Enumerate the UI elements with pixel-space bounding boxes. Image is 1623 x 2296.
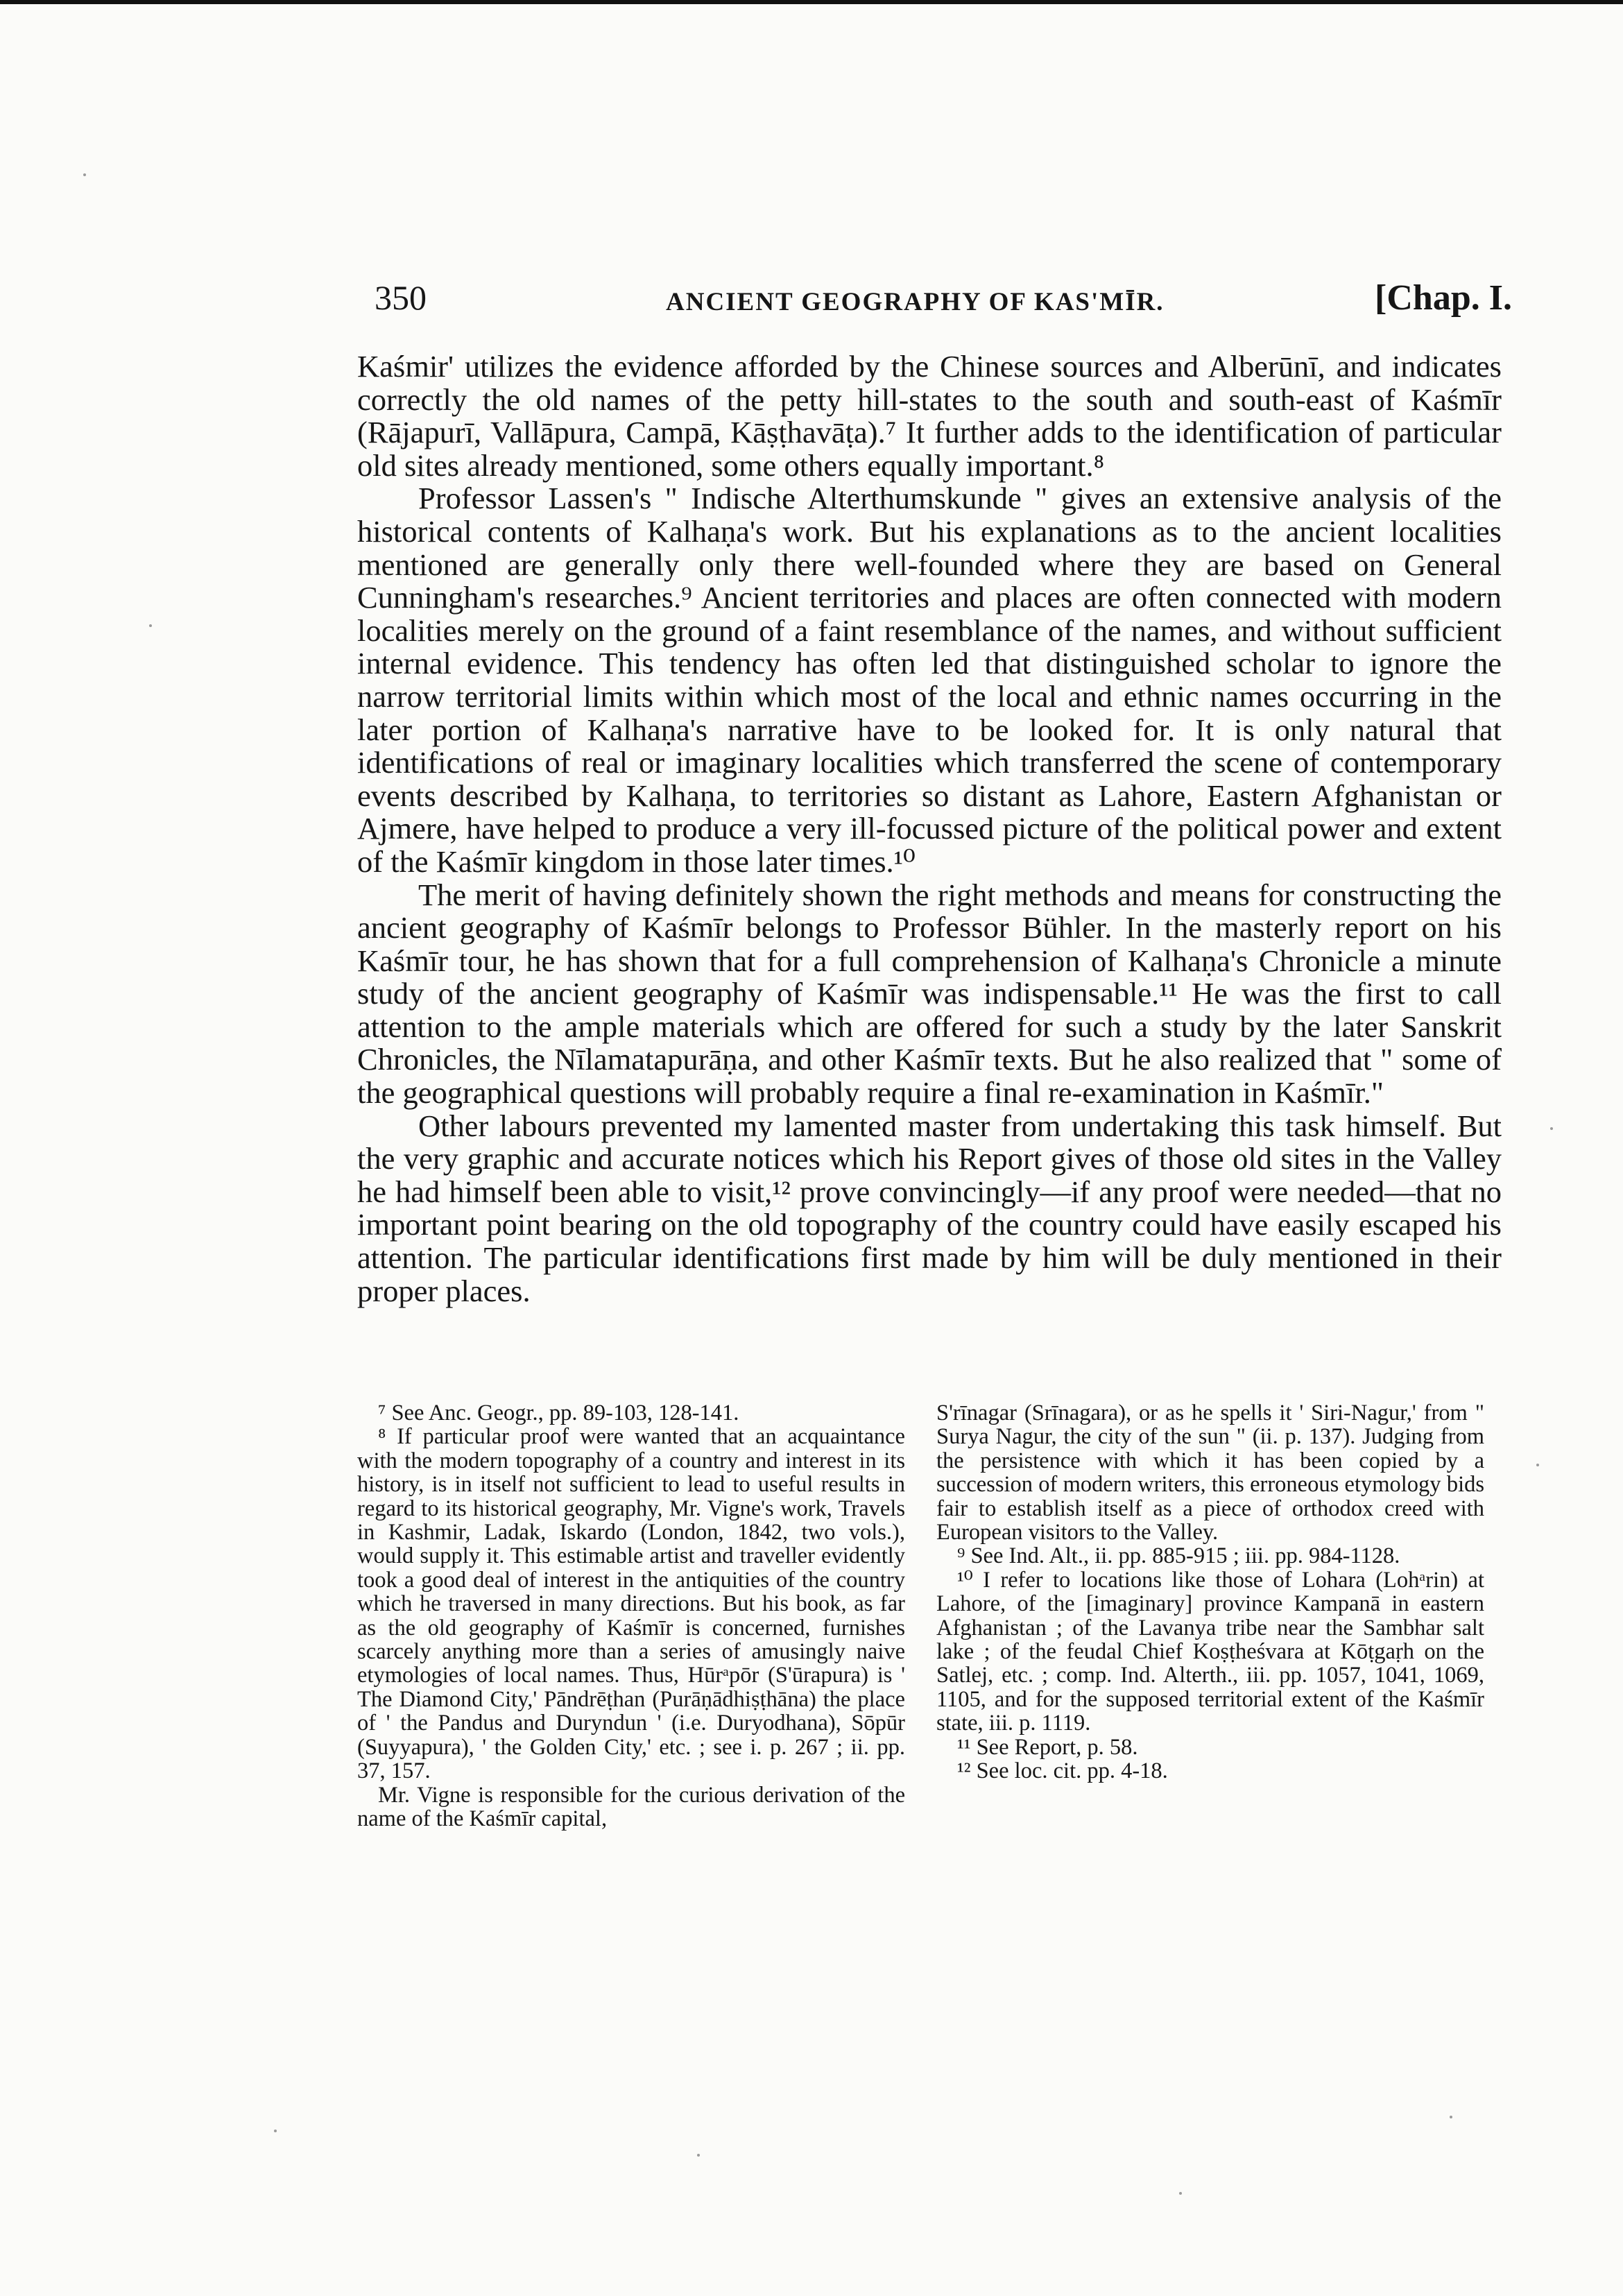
scan-top-border — [0, 0, 1623, 4]
paper-speck — [1536, 1464, 1539, 1466]
chapter-label: [Chap. I. — [1375, 278, 1512, 318]
main-text — [357, 350, 1502, 1308]
paper-speck — [83, 173, 86, 176]
footnote: S'rīnagar (Srīnagara), or as he spells it ' Siri-Nagur,' from " Surya Nagur, the city of the sun " (ii. p. 137). Judging from the persistence with which it has been copied by a succession of modern writers, this erroneous etymology bids fair to establish itself as a piece of orthodox creed with European visitors to the Valley. — [936, 1400, 1484, 1545]
running-title: ANCIENT GEOGRAPHY OF KAS'MĪR. — [666, 288, 1165, 316]
body-paragraph: Other labours prevented my lamented master from undertaking this task himself. But the very graphic and accurate notices which his Report gives of those old sites in the Valley he had himself been able to visit,¹² prove convincingly—if any proof were needed—that no important point bearing on the old topography of the country could have easily escaped his attention. The particular identifications first made by him will be duly mentioned in their proper places. — [357, 1108, 1502, 1308]
paper-speck — [697, 2154, 700, 2157]
footnote: ¹⁰ I refer to locations like those of Lohara (Lohᵃrin) at Lahore, of the [imaginary] province Kampanā in eastern Afghanistan ; of the Lavanya tribe near the Sambhar salt lake ; of the feudal Chief Koṣṭheśvara at Kōṭgaṛh on the Satlej, etc. ; comp. Ind. Alterth., iii. pp. 1057, 1041, 1069, 1105, and for the supposed territorial extent of the Kaśmīr state, iii. p. 1119. — [936, 1567, 1484, 1736]
running-header — [375, 277, 1512, 333]
footnote: ¹² See loc. cit. pp. 4-18. — [957, 1758, 1168, 1784]
body-paragraph: Kaśmir' utilizes the evidence afforded by the Chinese sources and Alberūnī, and indicates correctly the old names of the petty hill-states to the south and south-east of Kaśmīr (Rājapurī, Vallāpura, Campā, Kāṣṭhavāṭa).⁷ It further adds to the identification of particular old sites already mentioned, some others equally important.⁸ — [357, 349, 1502, 483]
footnote: ¹¹ See Report, p. 58. — [957, 1734, 1138, 1760]
footnote: ⁸ If particular proof were wanted that an acquaintance with the modern topography of a country and interest in its history, is in itself not sufficient to lead to useful results in regard to its historical geography, Mr. Vigne's work, Travels in Kashmir, Ladak, Iskardo (London, 1842, two vols.), would supply it. This estimable artist and traveller evidently took a good deal of interest in the antiquities of the country which he traversed in many directions. But his book, as far as the old geography of Kaśmīr is concerned, furnishes scarcely anything more than a series of amusingly naive etymologies of local names. Thus, Hūrᵃpōr (S'ūrapura) is ' The Diamond City,' Pāndrēṭhan (Purāṇādhiṣṭhāna) the place of ' the Pandus and Duryndun ' (i.e. Duryodhana), Sōpūr (Suyyapura), ' the Golden City,' etc. ; see i. p. 267 ; ii. pp. 37, 157. — [357, 1424, 905, 1784]
footnote: Mr. Vigne is responsible for the curious derivation of the name of the Kaśmīr capital, — [357, 1782, 905, 1831]
paper-speck — [1550, 1127, 1553, 1130]
body-paragraph: Professor Lassen's " Indische Alterthumskunde " gives an extensive analysis of the historical contents of Kalhaṇa's work. But his explanations as to the ancient localities mentioned are generally only there well-founded where they are based on General Cunningham's researches.⁹ Ancient territories and places are often connected with modern localities merely on the ground of a faint resemblance of the names, and without sufficient internal evidence. This tendency has often led that distinguished scholar to ignore the narrow territorial limits within which most of the local and ethnic names occurring in the later portion of Kalhaṇa's narrative have to be looked for. It is only natural that identifications of real or imaginary localities which transferred the scene of contemporary events described by Kalhaṇa, to territories so distant as Lahore, Eastern Afghanistan or Ajmere, have helped to produce a very ill-focussed picture of the political power and extent of the Kaśmīr kingdom in those later times.¹⁰ — [357, 481, 1502, 879]
footnote: ⁷ See Anc. Geogr., pp. 89-103, 128-141. — [378, 1400, 739, 1425]
paper-speck — [1179, 2192, 1182, 2195]
paper-speck — [1450, 2116, 1452, 2118]
footnotes-left-column — [357, 1401, 905, 1831]
page-number: 350 — [375, 278, 427, 317]
footnote: ⁹ See Ind. Alt., ii. pp. 885-915 ; iii. pp. 984-1128. — [957, 1543, 1400, 1569]
paper-speck — [274, 2130, 277, 2132]
footnotes-right-column — [936, 1401, 1484, 1783]
body-paragraph: The merit of having definitely shown the right methods and means for constructing the ancient geography of Kaśmīr belongs to Professor Bühler. In the masterly report on his Kaśmīr tour, he has shown that for a full comprehension of Kalhaṇa's Chronicle a minute study of the ancient geography of Kaśmīr was indispensable.¹¹ He was the first to call attention to the ample materials which are offered for such a study by the later Sanskrit Chronicles, the Nīlamatapurāṇa, and other Kaśmīr texts. But he also realized that " some of the geographical questions will probably require a final re-examination in Kaśmīr." — [357, 877, 1502, 1111]
paper-speck — [149, 624, 152, 627]
